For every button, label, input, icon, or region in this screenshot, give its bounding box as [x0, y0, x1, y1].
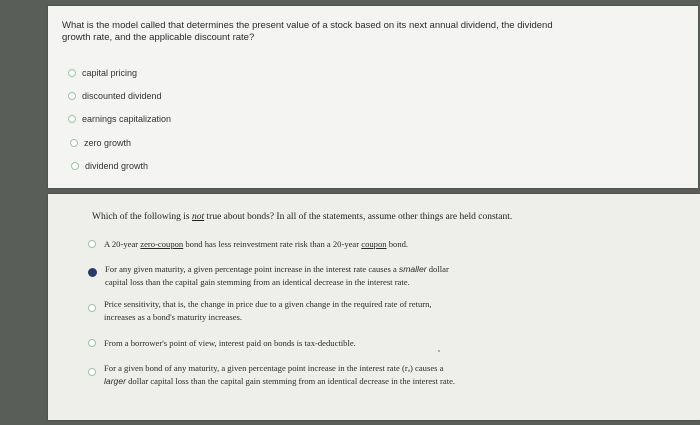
option-text: dollar capital loss than the capital gain stemming from an identical decrease in the interest rate. — [125, 375, 456, 386]
option-label — [104, 298, 432, 323]
question-2-panel — [48, 194, 700, 420]
option-discounted-dividend[interactable] — [68, 91, 162, 101]
option-text: Price sensitivity, that is, the change in price due to a given change in the required rate of return, — [104, 299, 432, 309]
radio-button[interactable] — [88, 240, 96, 248]
option-text: dollar — [426, 264, 449, 274]
radio-button[interactable] — [88, 339, 96, 347]
radio-button[interactable] — [88, 304, 96, 312]
option-label — [104, 238, 408, 251]
option-text-underlined: zero-coupon — [140, 239, 184, 249]
option-text: For any given maturity, a given percentage point increase in the interest rate causes a — [105, 264, 399, 274]
radio-button[interactable] — [71, 162, 79, 170]
question-1-text: What is the model called that determines the present value of a stock based on its next annual dividend, the dividend growth rate, and the applicable discount rate? — [62, 20, 553, 43]
option-text: capital loss than the capital gain stemming from an identical decrease in the interest rate. — [105, 276, 410, 287]
radio-button[interactable] — [68, 92, 76, 100]
question-1-panel — [48, 6, 698, 188]
radio-button[interactable] — [70, 139, 78, 147]
question-2-text-before: Which of the following is — [92, 212, 192, 222]
option-larger-capital-loss[interactable] — [88, 362, 455, 387]
option-text: bond has less reinvestment rate risk than a 20-year — [183, 239, 362, 249]
option-smaller-capital-loss[interactable] — [88, 263, 449, 288]
option-label: discounted dividend — [82, 91, 162, 101]
option-zero-coupon-risk[interactable] — [88, 238, 408, 251]
option-label — [104, 362, 455, 387]
option-text-emphasis: larger — [104, 375, 126, 386]
radio-button[interactable] — [68, 69, 76, 77]
option-earnings-capitalization[interactable] — [68, 114, 171, 124]
option-text: For a given bond of any maturity, a given percentage point increase in the interest rate (rₐ) causes a — [104, 363, 444, 373]
question-2-not-emphasis: not — [192, 212, 205, 222]
option-tax-deductible[interactable] — [88, 337, 356, 350]
option-label: From a borrower's point of view, interest paid on bonds is tax-deductible. — [104, 338, 356, 348]
option-dividend-growth[interactable] — [71, 161, 148, 171]
question-2-text — [92, 211, 682, 223]
radio-button[interactable] — [68, 115, 76, 123]
option-text-underlined: coupon — [361, 239, 387, 249]
option-price-sensitivity[interactable] — [88, 298, 432, 323]
option-text: A 20-year — [104, 239, 141, 249]
question-2-text-after: true about bonds? In all of the statements, assume other things are held constant. — [204, 212, 513, 222]
option-label: capital pricing — [82, 68, 138, 78]
option-text: increases as a bond's maturity increases. — [104, 311, 243, 322]
radio-button-selected[interactable] — [88, 268, 97, 277]
option-text: bond. — [386, 239, 409, 249]
option-label: earnings capitalization — [82, 114, 172, 124]
option-text-emphasis: smaller — [398, 264, 427, 274]
stray-dot — [438, 350, 440, 352]
option-zero-growth[interactable] — [70, 138, 131, 148]
option-capital-pricing[interactable] — [68, 68, 137, 78]
option-label: dividend growth — [85, 161, 149, 171]
option-label — [105, 263, 449, 288]
radio-button[interactable] — [88, 368, 96, 376]
option-label: zero growth — [84, 138, 132, 148]
